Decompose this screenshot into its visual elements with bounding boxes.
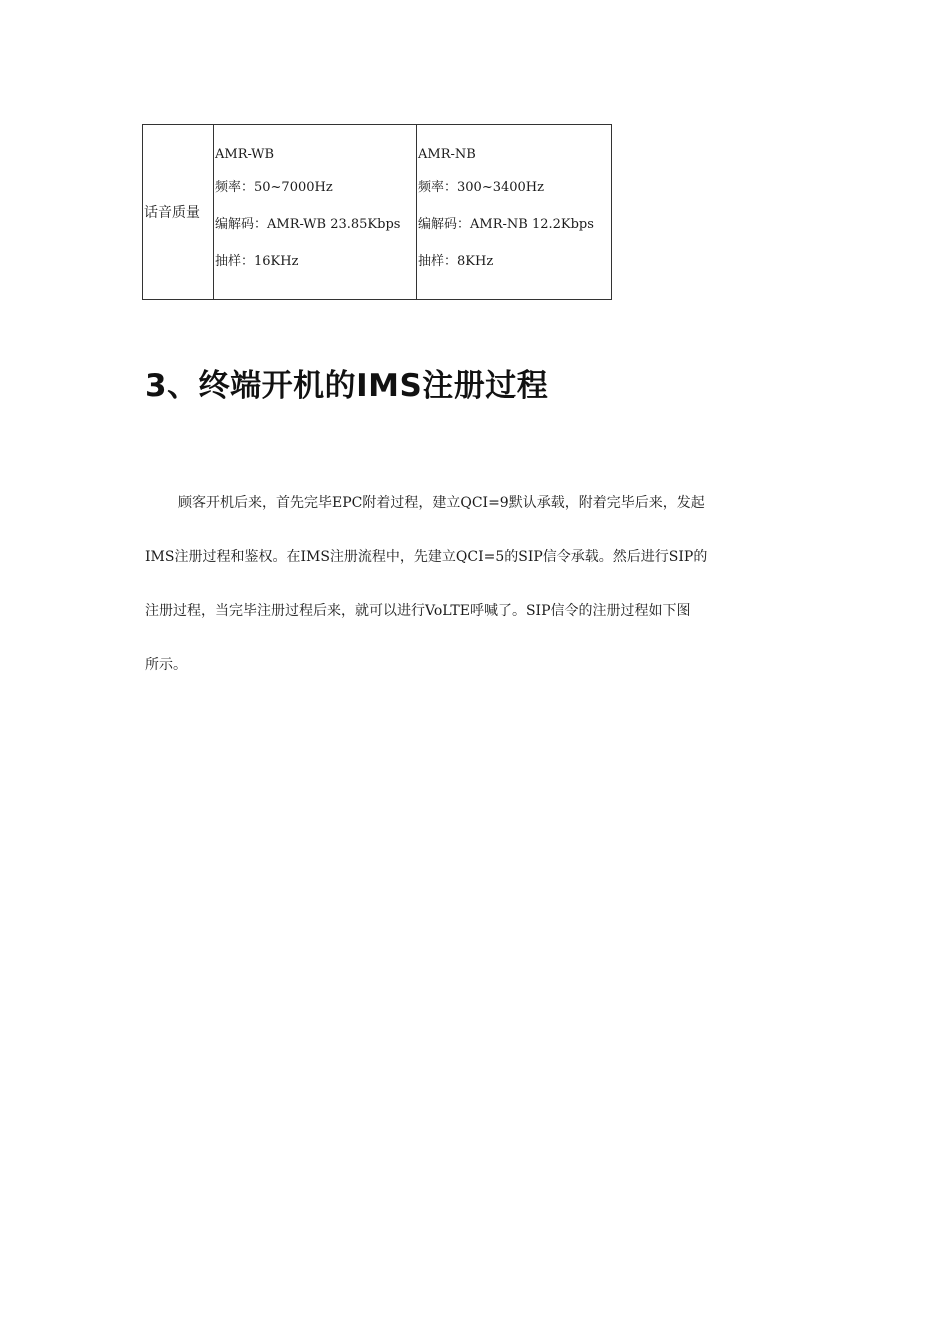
row-label: 话音质量 <box>144 205 200 221</box>
codec-rate-text: 编解码：AMR-NB 12.2Kbps <box>418 217 594 232</box>
sampling-text: 抽样：8KHz <box>418 254 494 269</box>
sampling-text: 抽样：16KHz <box>215 254 299 269</box>
paragraph-line: 顾客开机后来，首先完毕EPC附着过程，建立QCI=9默认承载，附着完毕后来，发起 <box>178 495 705 511</box>
paragraph-line: 注册过程，当完毕注册过程后来，就可以进行VoLTE呼喊了。SIP信令的注册过程如下图 <box>145 603 691 619</box>
frequency-text: 频率：50~7000Hz <box>215 180 333 195</box>
amr-nb-cell <box>417 125 612 300</box>
voice-quality-table <box>142 124 612 300</box>
row-label-cell <box>143 125 214 300</box>
codec-name: AMR-WB <box>215 147 275 162</box>
section-heading: 3、终端开机的IMS注册过程 <box>145 368 549 404</box>
codec-name: AMR-NB <box>418 147 476 162</box>
paragraph-line: IMS注册过程和鉴权。在IMS注册流程中，先建立QCI=5的SIP信令承载。然后进行SIP的 <box>145 549 708 565</box>
amr-wb-cell <box>214 125 417 300</box>
paragraph-line: 所示。 <box>145 657 187 673</box>
codec-rate-text: 编解码：AMR-WB 23.85Kbps <box>215 217 401 232</box>
frequency-text: 频率：300~3400Hz <box>418 180 544 195</box>
body-paragraph <box>145 476 807 692</box>
table-row <box>143 125 612 300</box>
